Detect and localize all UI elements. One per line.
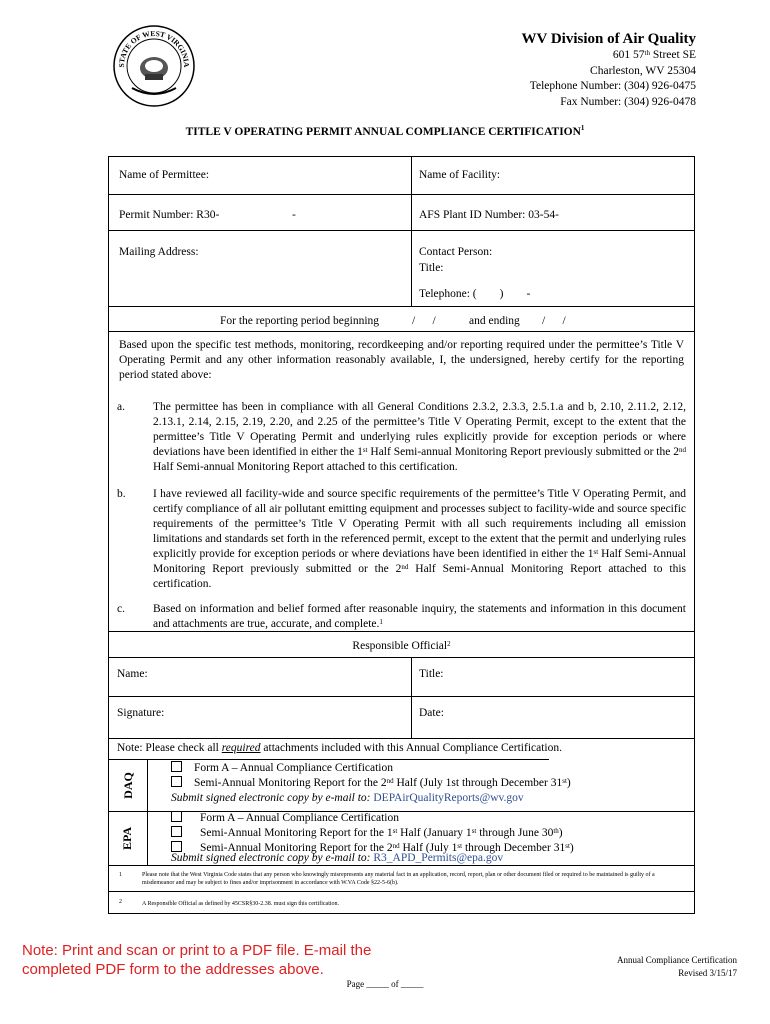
period-end-date-field[interactable]: / /	[542, 315, 566, 327]
footnote-1-number: 1	[119, 872, 122, 878]
agency-address-block	[522, 30, 696, 110]
permit-number-dash: -	[292, 209, 296, 221]
epa-semiannual-1-checkbox[interactable]	[171, 826, 182, 837]
period-begin-label: For the reporting period beginning	[220, 315, 380, 327]
footnote-1-text: Please note that the West Virginia Code states that any person who knowingly misrepresents any material fact in an application, record, report, plan or other document filed or required to be maintained is guilty of a misdemeanor and may be subject to fines and/or imprisonment in accordance with W.VA Code §22-5-6(b).	[142, 872, 655, 886]
facility-name-field[interactable]: Name of Facility:	[419, 169, 501, 181]
daq-submit-instruction: Submit signed electronic copy by e-mail to: DEPAirQualityReports@wv.gov	[171, 792, 524, 804]
certification-item-c: c. Based on information and belief formed after reasonable inquiry, the statements and information in this document and attachments are true, accurate, and complete.$^1$	[117, 603, 686, 630]
fax-number: Fax Number: (304) 926-0478	[560, 95, 696, 108]
daq-semiannual-option[interactable]: Semi-Annual Monitoring Report for the 2nd Half (July 1st through December 31st)	[171, 776, 571, 791]
certification-form	[108, 156, 695, 739]
form-title: TITLE V OPERATING PERMIT ANNUAL COMPLIANCE CERTIFICATION$^1$	[185, 124, 585, 138]
certification-intro: Based upon the specific test methods, monitoring, recordkeeping and/or reporting required under the permittee’s Title V Operating Permit and any other information reasonably available, I, the undersigned, hereby certify for the reporting period stated above:	[119, 339, 684, 381]
official-signature-field[interactable]: Signature:	[117, 707, 165, 719]
footnotes	[108, 866, 695, 914]
agency-name: WV Division of Air Quality	[521, 31, 696, 47]
epa-email-link[interactable]: R3_APD_Permits@epa.gov	[373, 852, 504, 864]
afs-plant-id-field[interactable]: AFS Plant ID Number: 03-54-	[419, 209, 559, 221]
revision-info	[617, 954, 737, 980]
daq-form-a-checkbox[interactable]	[171, 761, 182, 772]
telephone-number: Telephone Number: (304) 926-0475	[529, 80, 696, 92]
official-title-field[interactable]: Title:	[419, 668, 444, 680]
print-instruction-note: Note: Print and scan or print to a PDF file. E-mail the completed PDF form to the addresses above.	[22, 942, 372, 978]
daq-email-link[interactable]: DEPAirQualityReports@wv.gov	[373, 792, 524, 804]
contact-title-field[interactable]: Title:	[419, 262, 444, 274]
footnote-2-text: A Responsible Official as defined by 45CSR§30-2.38. must sign this certification.	[142, 901, 340, 907]
attachments-note: Note: Please check all required attachments included with this Annual Compliance Certification.	[117, 742, 563, 754]
revision-title: Annual Compliance Certification	[617, 955, 737, 965]
attachments-section	[108, 739, 695, 866]
permittee-name-field[interactable]: Name of Permittee:	[119, 169, 210, 181]
city-state-zip: Charleston, WV 25304	[590, 64, 696, 77]
svg-text:STATE OF WEST VIRGINIA: STATE OF WEST VIRGINIA	[116, 28, 192, 68]
state-seal	[112, 24, 196, 108]
responsible-official-heading: Responsible Official$^2$	[352, 640, 451, 652]
epa-semiannual-1-option[interactable]: Semi-Annual Monitoring Report for the 1st Half (January 1st through June 30th)	[171, 826, 563, 841]
epa-form-a-checkbox[interactable]	[171, 811, 182, 822]
epa-semiannual-2-option[interactable]: Semi-Annual Monitoring Report for the 2nd Half (July 1st through December 31st)	[171, 841, 574, 856]
certification-item-a: a. The permittee has been in compliance with all General Conditions 2.3.2, 2.3.3, 2.5.1.a and b, 2.10, 2.11.2, 2.12, 2.13.1, 2.14, 2.15, 2.19, 2.20, and 2.25 of the permittee’s Title V Operating Permit, except to the extent that the permittee’s Title V Operating Permit and underlying rules explicitly provide for exception periods or where deviations have been identified in either the 1st Half Semi-annual Monitoring Report previously submitted or the 2nd Half Semi-annual Monitoring Report attached to this certification.	[117, 401, 686, 473]
contact-person-field[interactable]: Contact Person:	[419, 246, 493, 258]
official-name-field[interactable]: Name:	[117, 668, 148, 680]
page-number: Page _____ of _____	[346, 979, 424, 989]
revision-date: Revised 3/15/17	[678, 968, 737, 978]
footnote-2-number: 2	[119, 899, 122, 905]
street-address: 601 57th Street SE	[612, 49, 696, 61]
epa-tag: EPA	[120, 826, 135, 850]
certification-item-b: b. I have reviewed all facility-wide and source specific requirements of the permittee’s Title V Operating Permit, and certify compliance of all air pollutant emitting equipment and processes subject to facility-wide and source specific requirements of the permittee’s Title V Operating Permit with all such requirements including all emission limitations and standards set forth in the referenced permit, except to the extent that the permit and underlying rules explicitly provide for exception periods or where deviations have been identified in either the 1st Half Semi-Annual Monitoring Report previously submitted or the 2nd Half Semi-Annual Monitoring Report attached to this certification.	[117, 488, 686, 590]
contact-telephone-field[interactable]: Telephone: ( ) -	[419, 288, 531, 300]
daq-semiannual-checkbox[interactable]	[171, 776, 182, 787]
period-end-label: and ending	[469, 315, 520, 327]
official-date-field[interactable]: Date:	[419, 707, 444, 719]
daq-form-a-option[interactable]: Form A – Annual Compliance Certification	[171, 761, 393, 776]
permit-number-field[interactable]: Permit Number: R30-	[119, 209, 220, 221]
mailing-address-field[interactable]: Mailing Address:	[119, 246, 199, 258]
epa-form-a-option[interactable]: Form A – Annual Compliance Certification	[171, 811, 399, 826]
epa-submit-instruction: Submit signed electronic copy by e-mail to: R3_APD_Permits@epa.gov	[171, 852, 504, 864]
period-begin-date-field[interactable]: / /	[412, 315, 436, 327]
daq-tag: DAQ	[120, 771, 135, 799]
